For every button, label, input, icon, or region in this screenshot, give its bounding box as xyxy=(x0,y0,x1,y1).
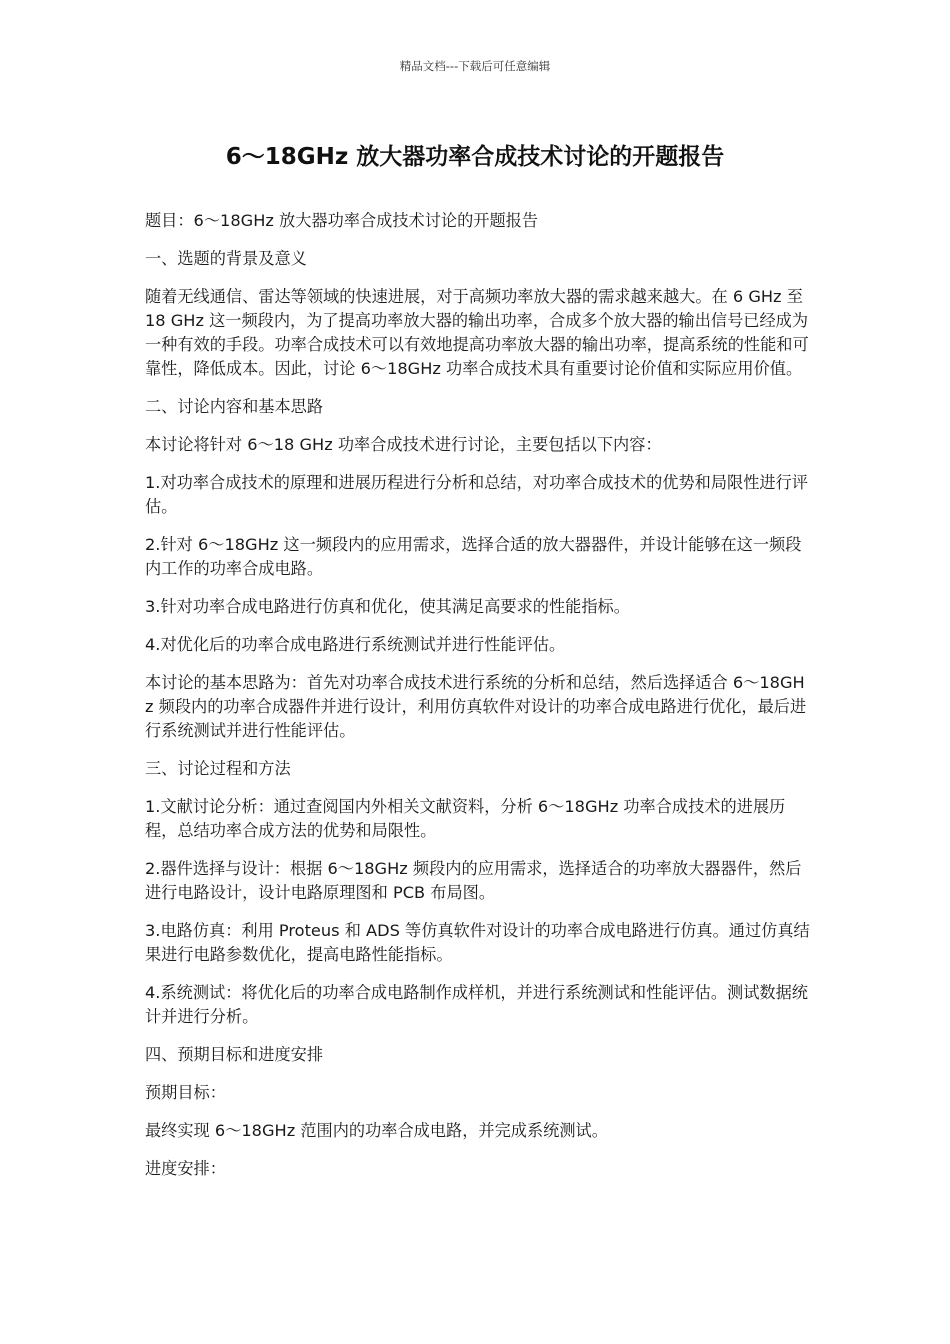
document-title: 6～18GHz 放大器功率合成技术讨论的开题报告 xyxy=(225,144,725,170)
goals-paragraph: 最终实现 6～18GHz 范围内的功率合成电路，并完成系统测试。 xyxy=(145,1121,608,1140)
section-heading-goals: 四、预期目标和进度安排 xyxy=(145,1045,324,1064)
content-item-1: 1.对功率合成技术的原理和进展历程进行分析和总结，对功率合成技术的优势和局限性进行评估。 xyxy=(145,473,808,516)
subject-line: 题目：6～18GHz 放大器功率合成技术讨论的开题报告 xyxy=(145,211,539,230)
goals-label: 预期目标： xyxy=(145,1083,226,1102)
method-item-1: 1.文献讨论分析：通过查阅国内外相关文献资料，分析 6～18GHz 功率合成技术的进展历程，总结功率合成方法的优势和局限性。 xyxy=(145,797,786,840)
method-item-3: 3.电路仿真：利用 Proteus 和 ADS 等仿真软件对设计的功率合成电路进行仿真。通过仿真结果进行电路参数优化，提高电路性能指标。 xyxy=(145,921,810,964)
content-item-2: 2.针对 6～18GHz 这一频段内的应用需求，选择合适的放大器器件，并设计能够在这一频段内工作的功率合成电路。 xyxy=(145,535,802,578)
content-intro-paragraph: 本讨论将针对 6～18 GHz 功率合成技术进行讨论，主要包括以下内容： xyxy=(145,435,662,454)
approach-paragraph: 本讨论的基本思路为：首先对功率合成技术进行系统的分析和总结，然后选择适合 6～18GHz 频段内的功率合成器件并进行设计，利用仿真软件对设计的功率合成电路进行优化，最后进行系统测试并进行性能评估。 xyxy=(145,673,807,740)
method-item-4: 4.系统测试：将优化后的功率合成电路制作成样机，并进行系统测试和性能评估。测试数据统计并进行分析。 xyxy=(145,983,808,1026)
content-item-3: 3.针对功率合成电路进行仿真和优化，使其满足高要求的性能指标。 xyxy=(145,597,630,616)
background-paragraph: 随着无线通信、雷达等领域的快速进展，对于高频功率放大器的需求越来越大。在 6 GHz 至 18 GHz 这一频段内，为了提高功率放大器的输出功率，合成多个放大器的输出信号已经成为一种有效的手段。功率合成技术可以有效地提高功率放大器的输出功率，提高系统的性能和可靠性，降低成本。因此，讨论 6～18GHz 功率合成技术具有重要讨论价值和实际应用价值。 xyxy=(145,287,809,378)
section-heading-content: 二、讨论内容和基本思路 xyxy=(145,397,324,416)
content-item-4: 4.对优化后的功率合成电路进行系统测试并进行性能评估。 xyxy=(145,635,566,654)
header-note: 精品文档---下载后可任意编辑 xyxy=(399,59,551,73)
document-body xyxy=(145,209,810,1195)
section-heading-background: 一、选题的背景及意义 xyxy=(145,249,307,268)
method-item-2: 2.器件选择与设计：根据 6～18GHz 频段内的应用需求，选择适合的功率放大器器件，然后进行电路设计，设计电路原理图和 PCB 布局图。 xyxy=(145,859,802,902)
schedule-label: 进度安排： xyxy=(145,1159,226,1178)
section-heading-method: 三、讨论过程和方法 xyxy=(145,759,291,778)
